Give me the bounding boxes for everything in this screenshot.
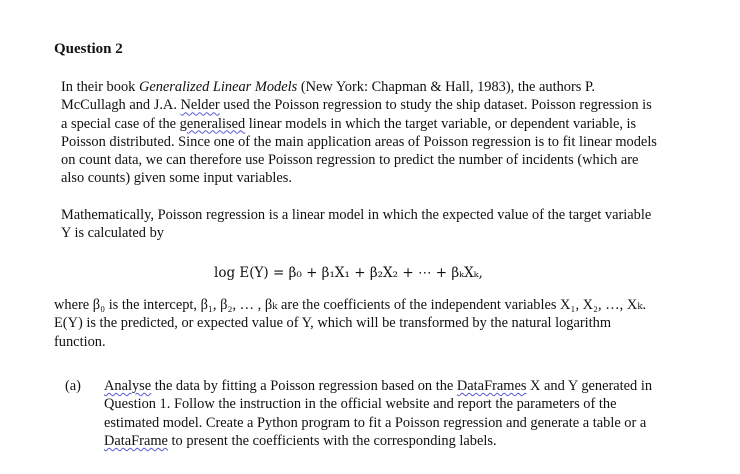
intro-text-2: (New York: Chapman & Hall, 1983), the authors P. McCullagh and J.A. [61, 79, 595, 114]
question-title: Question 2 [54, 41, 123, 57]
math-intro-paragraph: Mathematically, Poisson regression is a linear model in which the expected value of the target variable Y is calculated by [61, 207, 652, 242]
intro-paragraph [61, 78, 661, 188]
part-a-text-2: X and Y generated in Question 1. Follow the instruction in the official website and report the parameters of the estimated model. Create a Python program to fit a Poisson regression and generate a table or a [104, 378, 653, 431]
poisson-formula: log E(Y) = β₀ + β₁X₁ + β₂X₂ + ⋯ + βₖXₖ, [214, 265, 483, 281]
part-a-label: (a) [65, 378, 81, 394]
spellcheck-word-analyse[interactable]: Analyse [104, 378, 152, 394]
part-a-text-1: the data by fitting a Poisson regression based on the [151, 378, 457, 394]
part-a-text [104, 377, 654, 450]
formula-explanation: where β₀ is the intercept, β₁, β₂, … , βₖ are the coefficients of the independent variables X₁, X₂, …, Xₖ. E(Y) is the predicted, or expected value of Y, which will be transformed by the natural logarithm function. [54, 297, 647, 350]
part-a-text-3: to present the coefficients with the corresponding labels. [167, 432, 497, 449]
intro-text-1: In their book [61, 79, 139, 95]
spellcheck-word-dataframes[interactable]: DataFrames [456, 378, 527, 394]
spellcheck-word-nelder[interactable]: Nelder [180, 97, 220, 114]
intro-text-3: used the Poisson regression to study the ship dataset. Poisson regression is a special case of the [61, 97, 652, 132]
intro-text-4: linear models in which the target variable, or dependent variable, is Poisson distributed. Since one of the main application areas of Poisson regression is to fit linear models on count data, we can therefore use Poisson regression to predict the number of incidents (which are also counts) given some input variables. [61, 115, 657, 187]
book-title: Generalized Linear Models [138, 79, 298, 95]
spellcheck-word-dataframe[interactable]: DataFrame [104, 432, 168, 449]
spellcheck-word-generalised[interactable]: generalised [179, 115, 246, 132]
